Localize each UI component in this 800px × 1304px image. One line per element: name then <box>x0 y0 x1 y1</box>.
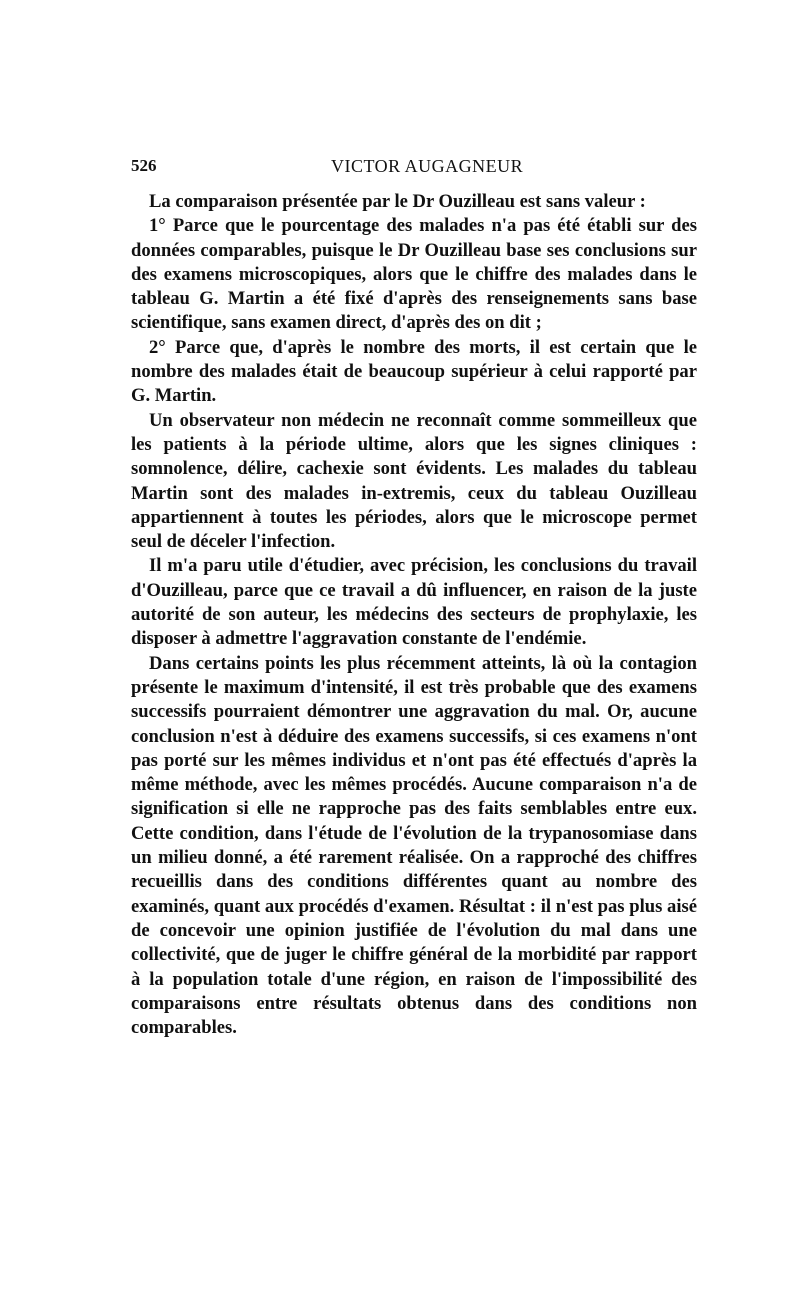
paragraph-observer: Un observateur non médecin ne reconnaît comme sommeilleux que les patients à la période ultime, alors que les signes cliniques : somnolence, délire, cachexie sont évidents. Les malades du tableau Martin sont des malades in-extremis, ceux du tableau Ouzilleau appartiennent à toutes les périodes, alors que le microscope permet seul de déceler l'infection. <box>131 409 697 553</box>
page-header <box>131 156 697 180</box>
paragraph-intro: La comparaison présentée par le Dr Ouzilleau est sans valeur : <box>149 191 646 212</box>
running-title: VICTOR AUGAGNEUR <box>331 156 524 176</box>
paragraph-point-1: 1° Parce que le pourcentage des malades n'a pas été établi sur des données comparables, puisque le Dr Ouzilleau base ses conclusions sur des examens microscopiques, alors que le chiffre des malades dans le tableau G. Martin a été fixé d'après des renseignements sans base scientifique, sans examen direct, d'après des on dit ; <box>131 215 697 334</box>
page-number: 526 <box>131 156 157 175</box>
paragraph-comparison: Dans certains points les plus récemment atteints, là où la contagion présente le maximum d'intensité, il est très probable que des examens successifs pourraient démontrer une aggravation du mal. Or, aucune conclusion n'est à déduire des examens successifs, si ces examens n'ont pas porté sur les mêmes individus et n'ont pas été effectués d'après la même méthode, avec les mêmes procédés. Aucune comparaison n'a de signification si elle ne rapproche pas des faits semblables entre eux. Cette condition, dans l'étude de l'évolution de la trypanosomiase dans un milieu donné, a été rarement réalisée. On a rapproché des chiffres recueillis dans des conditions différentes quant au nombre des examinés, quant aux procédés d'examen. Résultat : il n'est pas plus aisé de concevoir une opinion justifiée de l'évolution du mal dans une collectivité, que de juger le chiffre général de la morbidité par rapport à la population totale d'une région, en raison de l'impossibilité des comparaisons entre résultats obtenus dans des conditions non comparables. <box>131 652 697 1039</box>
paragraph-study: Il m'a paru utile d'étudier, avec précision, les conclusions du travail d'Ouzilleau, parce que ce travail a dû influencer, en raison de la juste autorité de son auteur, les médecins des secteurs de prophylaxie, les disposer à admettre l'aggravation constante de l'endémie. <box>131 555 697 650</box>
paragraph-point-2: 2° Parce que, d'après le nombre des morts, il est certain que le nombre des malades était de beaucoup supérieur à celui rapporté par G. Martin. <box>131 336 697 407</box>
body-text <box>131 190 697 1040</box>
